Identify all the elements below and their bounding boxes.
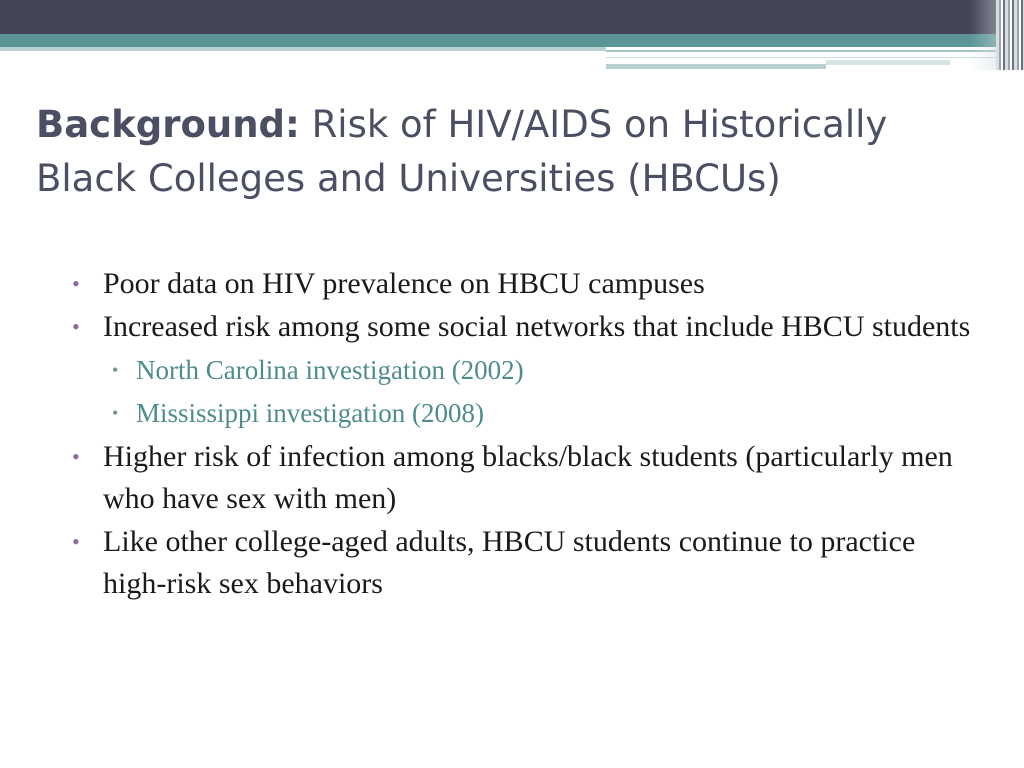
header-accent-line <box>826 60 950 65</box>
slide-title <box>36 98 986 206</box>
slide-title-text: Risk of HIV/AIDS on Historically Black Colleges and Universities (HBCUs) <box>36 103 888 200</box>
bullet-list <box>72 263 972 348</box>
bullet-dot-icon: • <box>72 314 80 339</box>
bullet-text: Increased risk among some social networks that include HBCU students <box>103 310 971 343</box>
sub-bullet-dot-icon: • <box>112 403 119 423</box>
sub-bullet-dot-icon: • <box>112 360 119 380</box>
bullet-item <box>72 521 972 605</box>
header-dark-band <box>0 0 1024 34</box>
sub-bullet-item <box>72 349 972 392</box>
bullet-dot-icon: • <box>72 529 80 554</box>
slide-body <box>72 263 972 606</box>
header-accent-line <box>606 57 998 58</box>
header-stripe-fade <box>970 0 996 70</box>
header-accent-line <box>606 50 998 52</box>
bullet-dot-icon: • <box>72 444 80 469</box>
bullet-list <box>72 436 972 605</box>
bullet-item <box>72 436 972 520</box>
slide-title-label: Background: <box>36 103 300 146</box>
bullet-text: Like other college-aged adults, HBCU students continue to practice high-risk sex behaviors <box>103 525 916 600</box>
header-pale-band <box>0 47 606 51</box>
bullet-item <box>72 263 972 305</box>
bullet-item <box>72 306 972 348</box>
header-accent-line <box>606 64 826 69</box>
sub-bullet-text: North Carolina investigation (2002) <box>136 355 524 385</box>
sub-bullet-list <box>72 349 972 435</box>
bullet-text: Higher risk of infection among blacks/black students (particularly men who have sex with men) <box>103 440 953 515</box>
bullet-text: Poor data on HIV prevalence on HBCU campuses <box>103 267 705 300</box>
header-teal-band <box>0 34 1024 47</box>
sub-bullet-text: Mississippi investigation (2008) <box>136 398 485 428</box>
header-stripe-decoration <box>996 0 1024 70</box>
sub-bullet-item <box>72 392 972 435</box>
bullet-dot-icon: • <box>72 271 80 296</box>
